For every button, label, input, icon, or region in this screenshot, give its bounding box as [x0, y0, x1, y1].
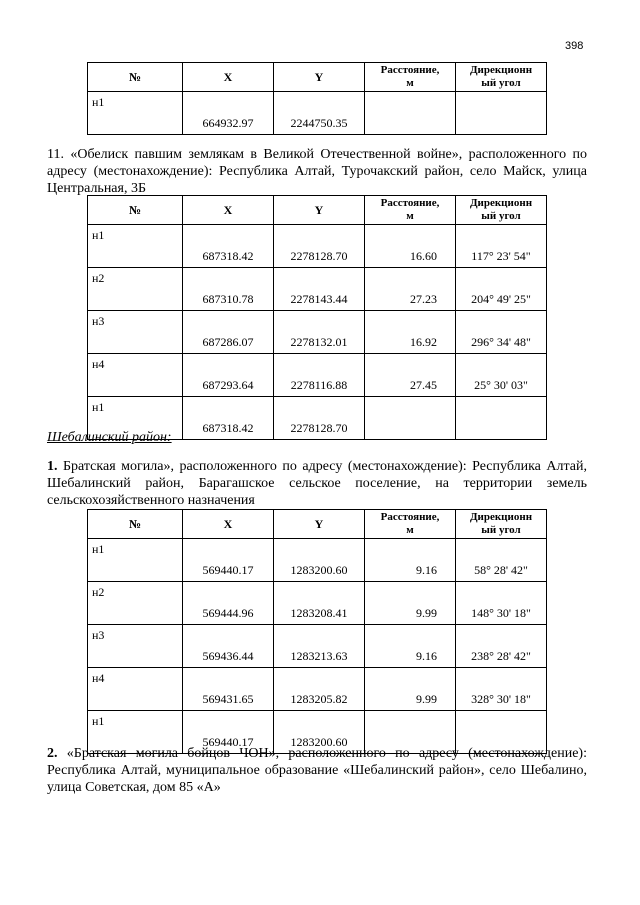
cell-num: н1 [88, 225, 183, 268]
header-angle-line2: ый угол [481, 524, 521, 536]
cell-distance: 27.23 [365, 268, 456, 311]
cell-angle: 296° 34' 48" [456, 311, 547, 354]
cell-y: 1283200.60 [274, 711, 365, 754]
cell-x: 687310.78 [183, 268, 274, 311]
cell-angle: 204° 49' 25" [456, 268, 547, 311]
header-x: X [183, 196, 274, 225]
cell-x: 687318.42 [183, 397, 274, 440]
cell-num: н1 [88, 397, 183, 440]
item-2-number: 2. [47, 746, 58, 761]
cell-distance: 9.16 [365, 625, 456, 668]
cell-distance [365, 92, 456, 135]
header-y: Y [274, 510, 365, 539]
cell-distance: 9.16 [365, 539, 456, 582]
cell-distance: 16.92 [365, 311, 456, 354]
cell-y: 1283205.82 [274, 668, 365, 711]
header-angle-line2: ый угол [481, 77, 521, 89]
header-num: № [88, 196, 183, 225]
header-num: № [88, 63, 183, 92]
item-2-paragraph [47, 745, 587, 796]
cell-y: 2278128.70 [274, 397, 365, 440]
table-row [88, 539, 547, 582]
header-angle-line1: Дирекционн [469, 197, 533, 209]
header-distance-line2: м [406, 210, 414, 222]
cell-num: н2 [88, 582, 183, 625]
cell-angle: 25° 30' 03" [456, 354, 547, 397]
table-header-row [88, 510, 547, 539]
cell-y: 1283208.41 [274, 582, 365, 625]
cell-x: 687293.64 [183, 354, 274, 397]
cell-y: 2278128.70 [274, 225, 365, 268]
header-angle-line2: ый угол [481, 210, 521, 222]
cell-x: 569440.17 [183, 539, 274, 582]
cell-x: 569431.65 [183, 668, 274, 711]
header-distance [365, 63, 456, 92]
cell-distance: 9.99 [365, 582, 456, 625]
header-distance-line1: Расстояние, [380, 511, 440, 523]
cell-x: 687286.07 [183, 311, 274, 354]
page-number: 398 [565, 40, 584, 52]
header-angle [456, 510, 547, 539]
header-distance-line2: м [406, 77, 414, 89]
table-row [88, 311, 547, 354]
cell-num: н2 [88, 268, 183, 311]
item-1-text: Братская могила», расположенного по адресу (местонахождение): Республика Алтай, Шебалинский район, Барагашское сельское поселение, на территории земель сельскохозяйственного назначения [47, 459, 587, 508]
header-num: № [88, 510, 183, 539]
table-row [88, 92, 547, 135]
cell-distance: 27.45 [365, 354, 456, 397]
cell-angle [456, 397, 547, 440]
header-x: X [183, 63, 274, 92]
cell-distance [365, 397, 456, 440]
table-row [88, 268, 547, 311]
header-distance-line2: м [406, 524, 414, 536]
cell-angle: 58° 28' 42" [456, 539, 547, 582]
table-row [88, 625, 547, 668]
item-11-paragraph: 11. «Обелиск павшим землякам в Великой Отечественной войне», расположенного по адресу (местонахождение): Республика Алтай, Турочакский район, село Майск, улица Центральная, 3Б [47, 147, 587, 196]
table-row [88, 582, 547, 625]
cell-angle [456, 92, 547, 135]
coordinates-table-2 [87, 195, 547, 440]
cell-x: 569436.44 [183, 625, 274, 668]
cell-y: 1283213.63 [274, 625, 365, 668]
header-angle [456, 196, 547, 225]
cell-distance: 16.60 [365, 225, 456, 268]
cell-angle: 148° 30' 18" [456, 582, 547, 625]
cell-num: н4 [88, 354, 183, 397]
cell-x: 569444.96 [183, 582, 274, 625]
table-header-row [88, 63, 547, 92]
cell-angle: 117° 23' 54" [456, 225, 547, 268]
cell-angle: 328° 30' 18" [456, 668, 547, 711]
cell-num: н1 [88, 92, 183, 135]
cell-num: н3 [88, 625, 183, 668]
coordinates-table-3 [87, 509, 547, 754]
header-angle-line1: Дирекционн [469, 511, 533, 523]
header-y: Y [274, 63, 365, 92]
cell-num: н4 [88, 668, 183, 711]
header-distance-line1: Расстояние, [380, 197, 440, 209]
header-distance [365, 196, 456, 225]
cell-x: 664932.97 [183, 92, 274, 135]
item-1-paragraph [47, 458, 587, 509]
table-row [88, 668, 547, 711]
header-distance [365, 510, 456, 539]
header-angle-line1: Дирекционн [469, 64, 533, 76]
cell-num: н1 [88, 711, 183, 754]
cell-y: 2244750.35 [274, 92, 365, 135]
cell-y: 2278116.88 [274, 354, 365, 397]
cell-angle: 238° 28' 42" [456, 625, 547, 668]
item-2-text: «Братская могила бойцов ЧОН», расположенного по адресу (местонахождение): Республика Алтай, муниципальное образование «Шебалинский район», село Шебалино, улица Советская, дом 85 «А» [47, 746, 587, 795]
header-distance-line1: Расстояние, [380, 64, 440, 76]
cell-x: 569440.17 [183, 711, 274, 754]
header-x: X [183, 510, 274, 539]
cell-y: 2278132.01 [274, 311, 365, 354]
coordinates-table-1 [87, 62, 547, 135]
item-1-number: 1. [47, 459, 58, 474]
cell-distance: 9.99 [365, 668, 456, 711]
table-row [88, 354, 547, 397]
section-heading: Шебалинский район: [47, 430, 172, 445]
cell-y: 2278143.44 [274, 268, 365, 311]
table-row [88, 225, 547, 268]
header-y: Y [274, 196, 365, 225]
cell-num: н1 [88, 539, 183, 582]
header-angle [456, 63, 547, 92]
cell-x: 687318.42 [183, 225, 274, 268]
table-header-row [88, 196, 547, 225]
cell-num: н3 [88, 311, 183, 354]
cell-y: 1283200.60 [274, 539, 365, 582]
